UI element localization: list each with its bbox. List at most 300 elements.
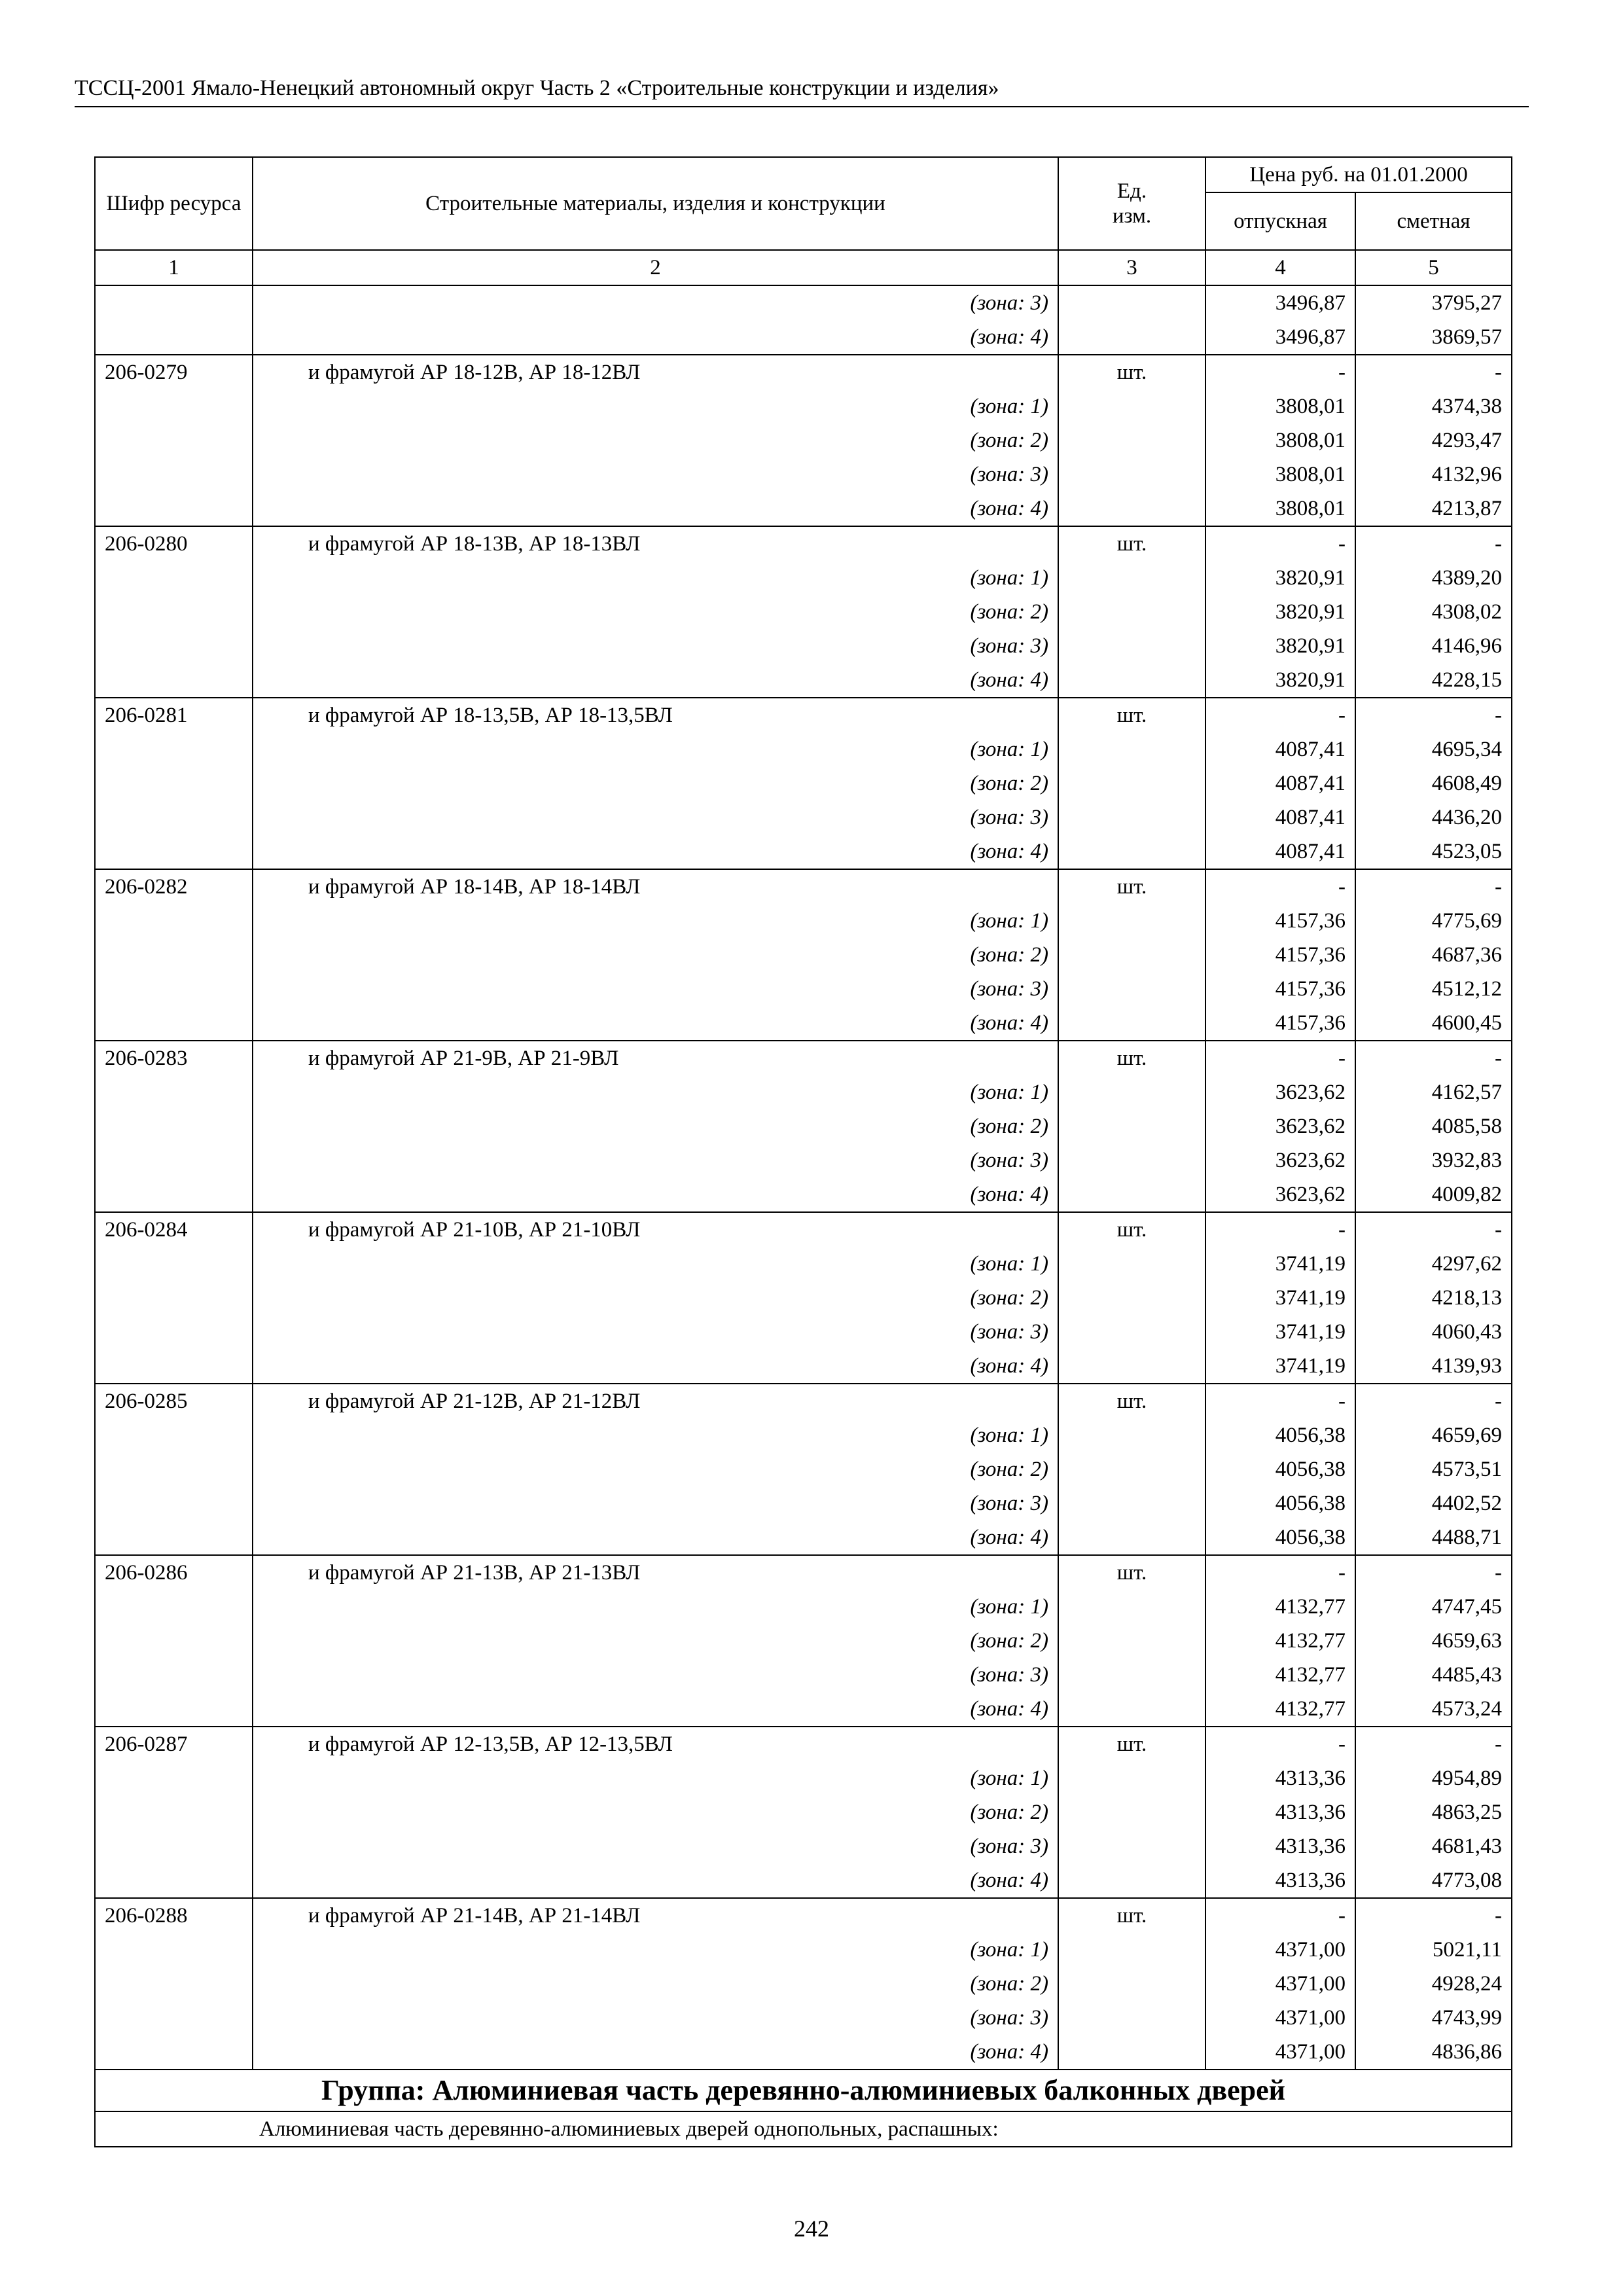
resource-code: 206-0280 [95,526,253,561]
table-row [95,1863,1512,1898]
table-row [95,1590,1512,1624]
estimate-price: 4389,20 [1355,561,1512,595]
zone-cell [253,1863,1058,1898]
unit-cell [1058,561,1205,595]
item-name-text: и фрамугой АР 18-13,5В, АР 18-13,5ВЛ [308,704,673,727]
code-cell [95,1247,253,1281]
code-cell [95,1658,253,1692]
table-row [95,2001,1512,2035]
code-cell [95,1590,253,1624]
unit-cell [1058,938,1205,972]
unit-cell [1058,1795,1205,1829]
zone-cell-text: (зона: 4) [970,1869,1048,1892]
release-price: 4313,36 [1205,1863,1355,1898]
subgroup-title: Алюминиевая часть деревянно-алюминиевых дверей однопольных, распашных: [95,2111,1512,2147]
code-cell [95,972,253,1006]
zone-cell-text: (зона: 3) [970,1835,1048,1858]
estimate-price: 4573,24 [1355,1692,1512,1727]
estimate-price: 4681,43 [1355,1829,1512,1863]
code-cell [95,1177,253,1212]
code-cell [95,1452,253,1486]
zone-cell [253,595,1058,629]
estimate-price: 4512,12 [1355,972,1512,1006]
estimate-price: - [1355,1898,1512,1933]
estimate-price: 4060,43 [1355,1315,1512,1349]
release-price: - [1205,1555,1355,1590]
table-row [95,2035,1512,2070]
resource-code: 206-0287 [95,1727,253,1761]
zone-cell-text: (зона: 1) [970,1595,1048,1619]
code-cell [95,1281,253,1315]
zone-cell-text: (зона: 4) [970,1183,1048,1206]
release-price: - [1205,1384,1355,1418]
estimate-price: 4485,43 [1355,1658,1512,1692]
column-number: 2 [253,250,1058,285]
resource-code: 206-0282 [95,869,253,904]
zone-cell [253,1177,1058,1212]
item-name-text: и фрамугой АР 18-14В, АР 18-14ВЛ [308,875,641,899]
zone-cell-text: (зона: 1) [970,1938,1048,1962]
item-name [253,1384,1058,1418]
unit-cell [1058,1315,1205,1349]
estimate-price: - [1355,1555,1512,1590]
header-divider [75,106,1529,107]
code-cell [95,320,253,355]
zone-cell-text: (зона: 3) [970,1492,1048,1515]
zone-cell [253,1692,1058,1727]
item-name [253,869,1058,904]
zone-cell-text: (зона: 4) [970,2040,1048,2064]
item-name [253,1212,1058,1247]
release-price: - [1205,869,1355,904]
release-price: 3808,01 [1205,457,1355,492]
item-name [253,698,1058,732]
unit-cell [1058,1281,1205,1315]
header-unit: Ед. изм. [1058,157,1205,250]
zone-cell-text: (зона: 1) [970,1252,1048,1276]
code-cell [95,629,253,663]
table-row [95,1795,1512,1829]
header-materials: Строительные материалы, изделия и конструкции [253,157,1058,250]
code-cell [95,1418,253,1452]
code-cell [95,1967,253,2001]
release-price: 3623,62 [1205,1075,1355,1109]
table-row [95,1727,1512,1761]
zone-cell [253,1109,1058,1143]
table-row [95,320,1512,355]
estimate-price: 4218,13 [1355,1281,1512,1315]
estimate-price: 4436,20 [1355,800,1512,834]
unit-cell [1058,457,1205,492]
unit-cell: шт. [1058,869,1205,904]
table-row [95,1315,1512,1349]
table-row [95,1349,1512,1384]
release-price: 3741,19 [1205,1247,1355,1281]
resource-code: 206-0279 [95,355,253,389]
zone-cell-text: (зона: 4) [970,668,1048,692]
release-price: 3741,19 [1205,1315,1355,1349]
zone-cell [253,1761,1058,1795]
zone-cell [253,1658,1058,1692]
unit-cell [1058,1452,1205,1486]
release-price: - [1205,1041,1355,1075]
resource-code: 206-0285 [95,1384,253,1418]
estimate-price: 4228,15 [1355,663,1512,698]
zone-cell-text: (зона: 4) [970,1526,1048,1549]
table-row [95,355,1512,389]
table-row [95,1075,1512,1109]
release-price: 4056,38 [1205,1520,1355,1555]
estimate-price: 4695,34 [1355,732,1512,766]
table-row [95,869,1512,904]
zone-cell [253,1795,1058,1829]
zone-cell [253,800,1058,834]
zone-cell-text: (зона: 1) [970,566,1048,590]
table-row [95,663,1512,698]
unit-cell [1058,629,1205,663]
unit-cell [1058,800,1205,834]
code-cell [95,938,253,972]
unit-cell: шт. [1058,698,1205,732]
zone-cell-text: (зона: 3) [970,291,1048,315]
table-row [95,1452,1512,1486]
table-header [95,157,1512,285]
code-cell [95,1829,253,1863]
zone-cell-text: (зона: 2) [970,772,1048,795]
zone-cell [253,904,1058,938]
release-price: 3808,01 [1205,389,1355,423]
code-cell [95,834,253,869]
zone-cell-text: (зона: 2) [970,1629,1048,1653]
zone-cell [253,1247,1058,1281]
zone-cell-text: (зона: 2) [970,1286,1048,1310]
unit-cell [1058,1109,1205,1143]
item-name-text: и фрамугой АР 21-14В, АР 21-14ВЛ [308,1904,641,1928]
table-body [95,285,1512,2070]
zone-cell-text: (зона: 2) [970,429,1048,452]
zone-cell [253,1624,1058,1658]
unit-cell [1058,904,1205,938]
page-number: 242 [794,2215,829,2242]
code-cell [95,1692,253,1727]
unit-cell [1058,1349,1205,1384]
zone-cell-text: (зона: 1) [970,738,1048,761]
column-number: 5 [1355,250,1512,285]
zone-cell-text: (зона: 2) [970,600,1048,624]
unit-cell [1058,423,1205,457]
table-row [95,1384,1512,1418]
zone-cell [253,2035,1058,2070]
unit-cell: шт. [1058,1898,1205,1933]
release-price: 4056,38 [1205,1486,1355,1520]
estimate-price: 4308,02 [1355,595,1512,629]
table-row [95,1933,1512,1967]
code-cell [95,663,253,698]
unit-cell [1058,1006,1205,1041]
table-row [95,834,1512,869]
unit-cell: шт. [1058,1041,1205,1075]
price-table [94,156,1512,2147]
unit-cell [1058,766,1205,800]
release-price: 4157,36 [1205,938,1355,972]
table-row [95,1486,1512,1520]
table-row [95,1177,1512,1212]
estimate-price: 4085,58 [1355,1109,1512,1143]
zone-cell [253,1006,1058,1041]
zone-cell [253,320,1058,355]
zone-cell-text: (зона: 3) [970,1663,1048,1687]
estimate-price: 4743,99 [1355,2001,1512,2035]
estimate-price: 3795,27 [1355,285,1512,320]
unit-cell [1058,1863,1205,1898]
unit-cell [1058,1418,1205,1452]
zone-cell [253,423,1058,457]
table-row [95,1041,1512,1075]
zone-cell-text: (зона: 1) [970,1424,1048,1447]
zone-cell-text: (зона: 4) [970,497,1048,520]
zone-cell-text: (зона: 1) [970,1081,1048,1104]
code-cell [95,2035,253,2070]
release-price: 4371,00 [1205,2035,1355,2070]
code-cell [95,732,253,766]
estimate-price: 4600,45 [1355,1006,1512,1041]
zone-cell-text: (зона: 3) [970,634,1048,658]
column-number: 3 [1058,250,1205,285]
estimate-price: 5021,11 [1355,1933,1512,1967]
table-row [95,526,1512,561]
estimate-price: 4687,36 [1355,938,1512,972]
zone-cell [253,663,1058,698]
unit-cell [1058,2035,1205,2070]
release-price: 4056,38 [1205,1452,1355,1486]
release-price: 3741,19 [1205,1349,1355,1384]
table-row [95,1109,1512,1143]
item-name-text: и фрамугой АР 18-12В, АР 18-12ВЛ [308,361,641,384]
zone-cell-text: (зона: 2) [970,1458,1048,1481]
estimate-price: 4747,45 [1355,1590,1512,1624]
unit-cell [1058,389,1205,423]
zone-cell-text: (зона: 3) [970,1320,1048,1344]
code-cell [95,1624,253,1658]
item-name [253,1041,1058,1075]
zone-cell-text: (зона: 3) [970,806,1048,829]
unit-cell [1058,663,1205,698]
release-price: - [1205,1898,1355,1933]
zone-cell [253,1486,1058,1520]
zone-cell-text: (зона: 4) [970,1011,1048,1035]
code-cell [95,1795,253,1829]
table-row [95,1692,1512,1727]
release-price: 4157,36 [1205,904,1355,938]
unit-cell: шт. [1058,526,1205,561]
table-row [95,1143,1512,1177]
code-cell [95,1109,253,1143]
estimate-price: 4009,82 [1355,1177,1512,1212]
release-price: 4132,77 [1205,1624,1355,1658]
estimate-price: 4374,38 [1355,389,1512,423]
estimate-price: - [1355,1384,1512,1418]
code-cell [95,561,253,595]
zone-cell [253,285,1058,320]
release-price: - [1205,526,1355,561]
release-price: 4132,77 [1205,1692,1355,1727]
zone-cell [253,1349,1058,1384]
table-row [95,1212,1512,1247]
code-cell [95,904,253,938]
estimate-price: 4488,71 [1355,1520,1512,1555]
code-cell [95,766,253,800]
zone-cell-text: (зона: 2) [970,1972,1048,1996]
header-code: Шифр ресурса [95,157,253,250]
code-cell [95,1315,253,1349]
table-row [95,457,1512,492]
zone-cell [253,766,1058,800]
zone-cell [253,1590,1058,1624]
zone-cell-text: (зона: 3) [970,1149,1048,1172]
unit-cell [1058,1247,1205,1281]
table-row [95,766,1512,800]
zone-cell [253,938,1058,972]
unit-cell: шт. [1058,1384,1205,1418]
table-row [95,1898,1512,1933]
zone-cell-text: (зона: 2) [970,1115,1048,1138]
item-name-text: и фрамугой АР 21-13В, АР 21-13ВЛ [308,1561,641,1585]
unit-cell [1058,732,1205,766]
release-price: 3623,62 [1205,1143,1355,1177]
code-cell [95,1075,253,1109]
estimate-price: 4608,49 [1355,766,1512,800]
unit-cell [1058,834,1205,869]
table-row [95,595,1512,629]
release-price: 3623,62 [1205,1109,1355,1143]
unit-cell [1058,1075,1205,1109]
unit-cell [1058,1933,1205,1967]
estimate-price: 4928,24 [1355,1967,1512,2001]
table-row [95,1520,1512,1555]
estimate-price: 4132,96 [1355,457,1512,492]
unit-cell [1058,595,1205,629]
zone-cell [253,1143,1058,1177]
table-row [95,1247,1512,1281]
estimate-price: 4297,62 [1355,1247,1512,1281]
release-price: 4157,36 [1205,1006,1355,1041]
code-cell [95,1006,253,1041]
header-estimate: сметная [1355,192,1512,250]
page-header: ТССЦ-2001 Ямало-Ненецкий автономный округ Часть 2 «Строительные конструкции и изделия» [75,76,999,100]
zone-cell [253,561,1058,595]
zone-cell [253,1075,1058,1109]
item-name [253,1555,1058,1590]
unit-cell [1058,1967,1205,2001]
release-price: 4371,00 [1205,1933,1355,1967]
zone-cell-text: (зона: 1) [970,395,1048,418]
table-row [95,285,1512,320]
estimate-price: 4213,87 [1355,492,1512,526]
zone-cell-text: (зона: 3) [970,463,1048,486]
release-price: - [1205,355,1355,389]
zone-cell [253,834,1058,869]
code-cell [95,2001,253,2035]
release-price: 4371,00 [1205,2001,1355,2035]
zone-cell [253,972,1058,1006]
zone-cell-text: (зона: 2) [970,1801,1048,1824]
release-price: 3820,91 [1205,629,1355,663]
table-row [95,938,1512,972]
zone-cell [253,1829,1058,1863]
item-name-text: и фрамугой АР 21-9В, АР 21-9ВЛ [308,1047,619,1070]
code-cell [95,1520,253,1555]
estimate-price: 4523,05 [1355,834,1512,869]
zone-cell-text: (зона: 4) [970,840,1048,863]
unit-cell: шт. [1058,1212,1205,1247]
zone-cell [253,389,1058,423]
zone-cell [253,492,1058,526]
unit-cell [1058,1829,1205,1863]
estimate-price: 4402,52 [1355,1486,1512,1520]
zone-cell [253,1315,1058,1349]
unit-cell [1058,1658,1205,1692]
header-release: отпускная [1205,192,1355,250]
item-name [253,526,1058,561]
group-title: Группа: Алюминиевая часть деревянно-алюминиевых балконных дверей [95,2070,1512,2111]
table-row [95,732,1512,766]
estimate-price: - [1355,1041,1512,1075]
release-price: 3496,87 [1205,285,1355,320]
table-row [95,492,1512,526]
table-row [95,423,1512,457]
estimate-price: - [1355,869,1512,904]
release-price: 4087,41 [1205,766,1355,800]
table-row [95,1829,1512,1863]
item-name-text: и фрамугой АР 12-13,5В, АР 12-13,5ВЛ [308,1732,673,1756]
zone-cell [253,732,1058,766]
release-price: 4313,36 [1205,1795,1355,1829]
release-price: 4056,38 [1205,1418,1355,1452]
unit-cell: шт. [1058,355,1205,389]
estimate-price: 4836,86 [1355,2035,1512,2070]
table-row [95,1967,1512,2001]
release-price: 3623,62 [1205,1177,1355,1212]
zone-cell [253,2001,1058,2035]
code-cell [95,1349,253,1384]
resource-code: 206-0283 [95,1041,253,1075]
release-price: 3741,19 [1205,1281,1355,1315]
zone-cell [253,1933,1058,1967]
release-price: 3496,87 [1205,320,1355,355]
zone-cell [253,1520,1058,1555]
release-price: 4087,41 [1205,834,1355,869]
zone-cell [253,1967,1058,2001]
table-row [95,629,1512,663]
item-name-text: и фрамугой АР 21-12В, АР 21-12ВЛ [308,1390,641,1413]
unit-cell [1058,972,1205,1006]
unit-cell [1058,1486,1205,1520]
header-price-group: Цена руб. на 01.01.2000 [1205,157,1512,192]
release-price: 3820,91 [1205,561,1355,595]
zone-cell-text: (зона: 4) [970,1697,1048,1721]
estimate-price: 4775,69 [1355,904,1512,938]
release-price: 4313,36 [1205,1761,1355,1795]
estimate-price: 4863,25 [1355,1795,1512,1829]
release-price: 3820,91 [1205,663,1355,698]
zone-cell-text: (зона: 4) [970,1354,1048,1378]
item-name-text: и фрамугой АР 18-13В, АР 18-13ВЛ [308,532,641,556]
estimate-price: 4139,93 [1355,1349,1512,1384]
table-row [95,1555,1512,1590]
estimate-price: 3869,57 [1355,320,1512,355]
item-name [253,1898,1058,1933]
unit-cell [1058,1520,1205,1555]
